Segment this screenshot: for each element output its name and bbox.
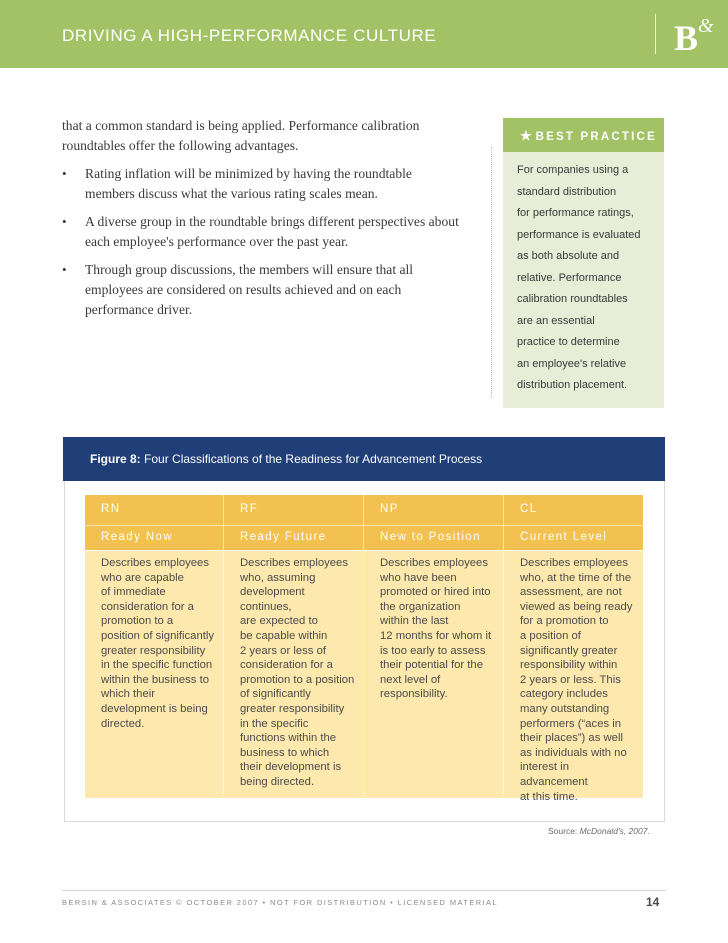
svg-text:&: & [698, 15, 714, 37]
description-line: development is being [101, 702, 208, 715]
description-line: of significantly [240, 688, 311, 701]
description-line: greater responsibility [101, 644, 206, 657]
list-item-text: A diverse group in the roundtable brings different perspectives about each employee's performance over the past year. [85, 214, 459, 249]
description-line: in the specific function [101, 659, 213, 672]
description-line: Describes employees [101, 557, 209, 569]
figure-title [90, 452, 482, 466]
svg-text:B: B [674, 18, 699, 58]
best-practice-line: calibration roundtables [517, 293, 628, 305]
header-divider [655, 14, 656, 54]
column-code: RN [85, 495, 224, 525]
best-practice-line: for performance ratings, [517, 207, 634, 219]
list-item [62, 164, 462, 204]
description-line: performers (“aces in [520, 717, 622, 730]
description-line: their places”) as well [520, 732, 623, 745]
description-line: within the business to [101, 673, 210, 686]
figure-source [548, 826, 650, 836]
description-line: which their [101, 688, 155, 701]
column-description [85, 550, 224, 798]
column-description [224, 550, 364, 798]
column-code: RF [224, 495, 364, 525]
description-line: 2 years or less of [240, 644, 327, 657]
figure-label: Figure 8: [90, 452, 141, 466]
description-line: are expected to [240, 615, 318, 628]
header-bar [0, 0, 728, 68]
best-practice-line: performance is evaluated [517, 228, 641, 241]
description-line: directed. [101, 717, 145, 730]
description-line: responsibility. [380, 688, 448, 701]
bullet-icon: • [62, 166, 67, 181]
best-practice-box [503, 118, 664, 408]
description-line: promotion to a position [240, 673, 355, 686]
description-line: consideration for a [101, 600, 194, 613]
advantages-list [62, 164, 462, 320]
description-line: is too early to assess [380, 644, 486, 657]
description-line: the organization [380, 600, 461, 613]
description-line: a position of [520, 629, 581, 642]
best-practice-line: For companies using a [517, 164, 629, 176]
description-line: be capable within [240, 629, 328, 642]
footer-text: BERSIN & ASSOCIATES © OCTOBER 2007 • NOT FOR DISTRIBUTION • LICENSED MATERIAL [62, 898, 499, 907]
description-line: development continues, [240, 586, 305, 613]
description-line: who have been [380, 571, 457, 584]
best-practice-header [503, 118, 664, 152]
description-line: for a promotion to [520, 615, 609, 628]
description-line: promoted or hired into [380, 586, 491, 599]
list-item [62, 212, 462, 252]
description-line: assessment, are not [520, 586, 622, 599]
column-code: NP [364, 495, 504, 525]
description-line: who, assuming [240, 571, 316, 584]
column-name: Current Level [504, 525, 643, 550]
list-item-text: Rating inflation will be minimized by having the roundtable members discuss what the various rating scales mean. [85, 166, 412, 201]
best-practice-line: are an essential [517, 314, 595, 327]
column-description [364, 550, 504, 798]
page-header-title: DRIVING A HIGH-PERFORMANCE CULTURE [62, 26, 437, 45]
list-item-text: Through group discussions, the members will ensure that all employees are considered on results achieved and on each performance driver. [85, 262, 414, 317]
description-line: viewed as being ready [520, 600, 633, 613]
best-practice-line: distribution placement. [517, 379, 628, 391]
body-text [62, 116, 462, 328]
description-line: their potential for the [380, 659, 483, 672]
description-line: of immediate [101, 586, 166, 599]
star-icon: ★ [520, 128, 532, 143]
figure-title-text: Four Classifications of the Readiness for Advancement Process [144, 452, 483, 466]
description-line: category includes [520, 688, 608, 701]
footer-divider [62, 890, 666, 891]
description-line: who are capable [101, 571, 184, 584]
description-line: next level of [380, 673, 441, 686]
description-line: 12 months for whom it [380, 629, 492, 642]
column-code: CL [504, 495, 643, 525]
intro-paragraph: that a common standard is being applied. Performance calibration roundtables offer the following advantages. [62, 118, 420, 153]
description-line: functions within the [240, 732, 337, 745]
best-practice-title: BEST PRACTICE [535, 131, 657, 143]
description-line: Describes employees [240, 557, 348, 569]
description-line: who, at the time of the [520, 571, 632, 584]
description-line: responsibility within [520, 659, 618, 672]
classification-table [85, 495, 643, 803]
best-practice-line: as both absolute and [517, 250, 620, 262]
description-line: as individuals with no [520, 746, 627, 759]
source-label: Source: [548, 826, 578, 836]
description-line: Describes employees [520, 557, 628, 569]
description-line: greater responsibility [240, 702, 345, 715]
description-line: 2 years or less. This [520, 673, 621, 686]
description-line: their development is [240, 761, 342, 774]
best-practice-line: practice to determine [517, 336, 620, 348]
description-line: many outstanding [520, 702, 610, 715]
source-text: McDonald's, 2007. [579, 826, 650, 836]
column-name: Ready Now [85, 525, 224, 550]
bullet-icon: • [62, 262, 67, 277]
column-name: New to Position [364, 525, 504, 550]
column-divider [491, 147, 492, 397]
bersin-logo [668, 10, 718, 58]
description-line: Describes employees [380, 557, 488, 569]
description-line: at this time. [520, 790, 578, 803]
description-line: business to which [240, 746, 330, 759]
description-line: promotion to a [101, 615, 174, 628]
best-practice-line: an employee's relative [517, 357, 627, 370]
description-line: consideration for a [240, 659, 333, 672]
best-practice-text [503, 152, 664, 397]
description-line: significantly greater [520, 644, 618, 657]
description-line: in the specific [240, 717, 309, 730]
description-line: position of significantly [101, 629, 215, 642]
best-practice-line: relative. Performance [517, 271, 622, 284]
figure-titlebar [63, 437, 665, 481]
description-line: within the last [380, 615, 449, 628]
column-description [504, 550, 643, 803]
page-number: 14 [646, 895, 660, 909]
column-name: Ready Future [224, 525, 364, 550]
description-line: being directed. [240, 775, 315, 788]
best-practice-line: standard distribution [517, 185, 617, 198]
description-line: interest in advancement [520, 761, 588, 788]
bullet-icon: • [62, 214, 67, 229]
list-item [62, 260, 462, 320]
